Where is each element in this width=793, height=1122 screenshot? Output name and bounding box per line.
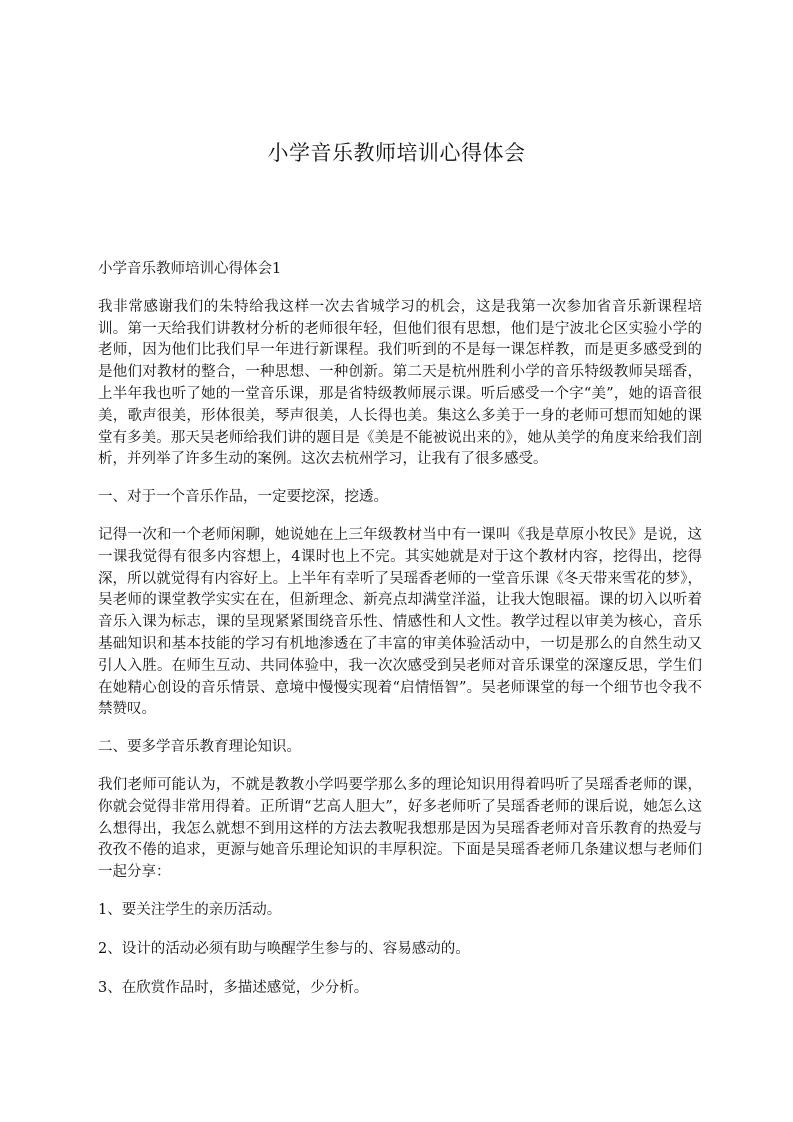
document-title: 小学音乐教师培训心得体会 xyxy=(267,141,526,165)
point-heading: 一、对于一个音乐作品，一定要挖深，挖透。 xyxy=(98,489,388,506)
body-paragraph: 记得一次和一个老师闲聊，她说她在上三年级教材当中有一课叫《我是草原小牧民》是说，这一课我觉得有很多内容想上，4课时也上不完。其实她就是对于这个教材内容，挖得出，挖得深，所以就觉得有内容好上。上半年有幸听了吴瑶香老师的一堂音乐课《冬天带来雪花的梦》，吴老师的课堂教学实实在在，但新理念、新亮点却满堂洋溢，让我大饱眼福。课的切入以听着音乐入课为标志，课的呈现紧紧围绕音乐性、情感性和人文性。教学过程以审美为核心，音乐基础知识和基本技能的学习有机地渗透在了丰富的审美体验活动中，一切是那么的自然生动又引人入胜。在师生互动、共同体验中，我一次次感受到吴老师对音乐课堂的深邃反思，学生们在她精心创设的音乐情景、意境中慢慢实现着“启情悟智”。吴老师课堂的每一个细节也令我不禁赞叹。 xyxy=(98,526,702,718)
list-item: 1、要关注学生的亲历活动。 xyxy=(98,901,282,918)
body-paragraph: 我非常感谢我们的朱特给我这样一次去省城学习的机会，这是我第一次参加省音乐新课程培训。第一天给我们讲教材分析的老师很年轻，但他们很有思想，他们是宁波北仑区实验小学的老师，因为他们比我们早一年进行新课程。我们听到的不是每一课怎样教，而是更多感受到的是他们对教材的整合，一种思想、一种创新。第二天是杭州胜利小学的音乐特级教师吴瑶香，上半年我也听了她的一堂音乐课，那是省特级教师展示课。听后感受一个字“美”，她的语音很美，歌声很美，形体很美，琴声很美，人长得也美。集这么多美于一身的老师可想而知她的课堂有多美。那天吴老师给我们讲的题目是《美是不能被说出来的》，她从美学的角度来给我们剖析，并列举了许多生动的案例。这次去杭州学习，让我有了很多感受。 xyxy=(98,298,702,468)
list-item: 3、在欣赏作品时，多描述感觉，少分析。 xyxy=(98,979,369,996)
body-paragraph: 我们老师可能认为，不就是教教小学吗要学那么多的理论知识用得着吗听了吴瑶香老师的课，你就会觉得非常用得着。正所谓“艺高人胆大”，好多老师听了吴瑶香老师的课后说，她怎么这么想得出，我怎么就想不到用这样的方法去教呢我想那是因为吴瑶香老师对音乐教育的热爱与孜孜不倦的追求，更源与她音乐理论知识的丰厚积淀。下面是吴瑶香老师几条建议想与老师们一起分享： xyxy=(98,776,702,881)
document-body xyxy=(98,259,702,999)
list-item: 2、设计的活动必须有助与唤醒学生参与的、容易感动的。 xyxy=(98,940,470,957)
section-heading: 小学音乐教师培训心得体会1 xyxy=(98,261,282,277)
point-heading: 二、要多学音乐教育理论知识。 xyxy=(98,739,301,756)
